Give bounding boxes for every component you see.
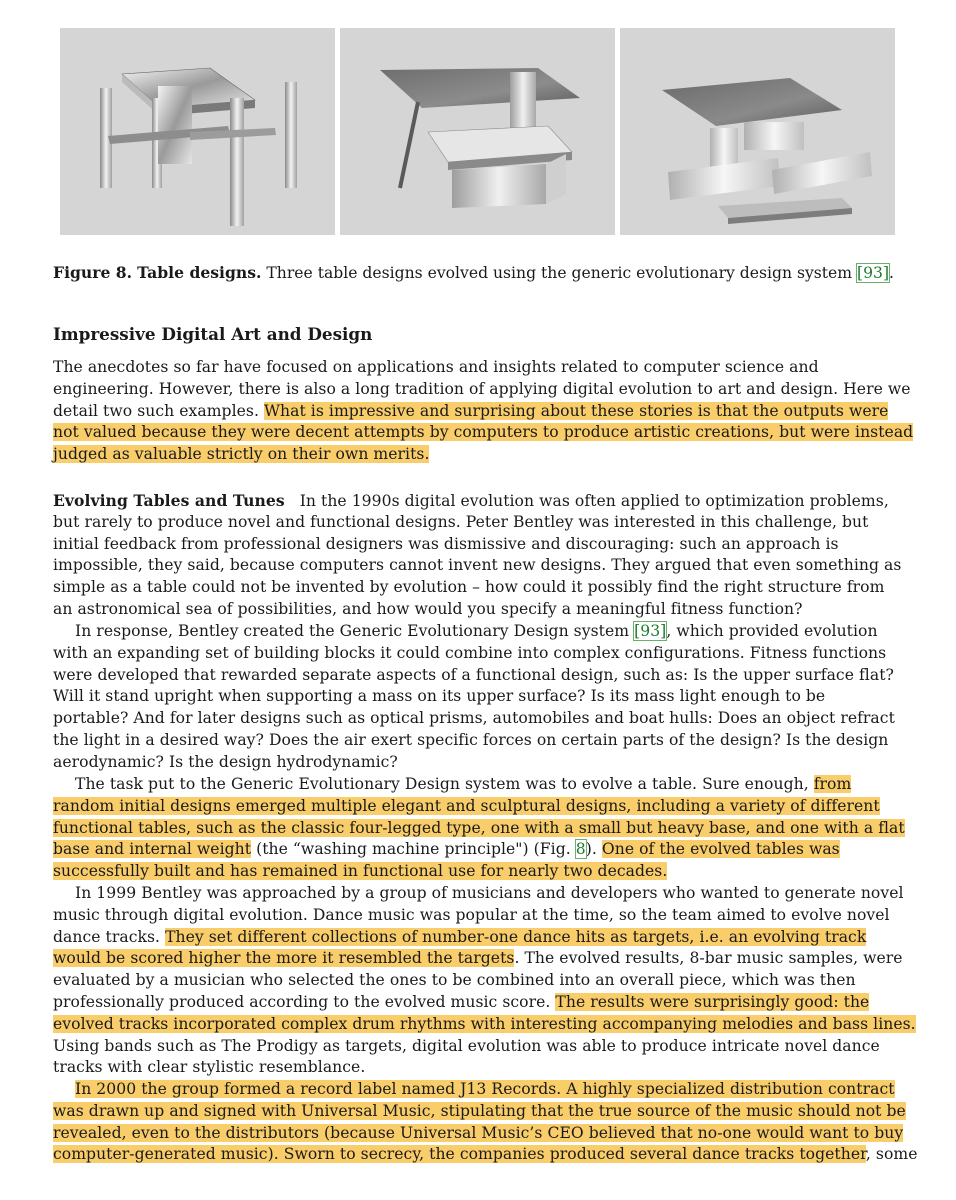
caption-text: Three table designs evolved using the generic evolutionary design system — [266, 264, 858, 282]
text-line: The anecdotes so far have focused on applications and insights related to computer science and — [53, 358, 819, 376]
highlighted-text: What is impressive and surprising about these stories is that the outputs were — [263, 401, 889, 420]
text-span: . The evolved results, 8-bar music samples, were — [514, 949, 903, 968]
text-line — [53, 774, 913, 796]
text-line — [53, 818, 913, 840]
task-paragraph — [53, 774, 913, 883]
text-line: tracks with clear stylistic resemblance. — [53, 1058, 366, 1077]
table-design-3-image — [620, 28, 895, 235]
highlighted-text: would be scored higher the more it resembled the targets — [53, 949, 515, 968]
text-line: portable? And for later designs such as optical prisms, automobiles and boat hulls: Does an object refract — [53, 709, 895, 728]
text-line: with an expanding set of building blocks it could combine into complex configurations. Fitness functions — [53, 643, 887, 662]
text-span: (the “washing machine principle") (Fig. — [251, 840, 576, 859]
tables-paragraph — [53, 490, 913, 621]
text-span: , which provided evolution — [666, 622, 878, 640]
highlighted-text: evolved tracks incorporated complex drum rhythms with interesting accompanying melodies and bass lines. — [53, 1014, 916, 1033]
response-paragraph — [53, 621, 913, 774]
highlighted-text: functional tables, such as the classic four-legged type, one with a small but heavy base, and one with a flat — [53, 818, 905, 837]
record-label-paragraph — [53, 1079, 918, 1166]
text-line: were developed that rewarded separate aspects of a functional design, such as: Is the upper surface flat? — [53, 665, 894, 684]
text-line — [53, 948, 913, 970]
citation-link[interactable]: [93] — [634, 622, 667, 640]
text-line — [53, 796, 913, 818]
highlighted-text: from — [813, 775, 852, 793]
text-line: music through digital evolution. Dance music was popular at the time, so the team aimed to evolve novel — [53, 905, 890, 924]
text-line: an astronomical sea of possibilities, and how would you specify a meaningful fitness function? — [53, 599, 803, 618]
text-line: engineering. However, there is also a long tradition of applying digital evolution to art and design. Here we — [53, 379, 911, 398]
text-span: dance tracks. — [53, 927, 166, 946]
highlighted-text: successfully built and has remained in functional use for nearly two decades. — [53, 862, 668, 881]
text-span: , some — [865, 1145, 918, 1164]
text-line — [53, 422, 913, 444]
highlighted-text: not valued because they were decent attempts by computers to produce artistic creations, but were instead — [53, 423, 914, 442]
table-design-2-image — [340, 28, 615, 235]
highlighted-text: They set different collections of number-one dance hits as targets, i.e. an evolving track — [165, 927, 867, 946]
text-line — [53, 992, 913, 1014]
highlighted-text: judged as valuable strictly on their own merits. — [53, 445, 430, 464]
music-paragraph — [53, 883, 916, 1079]
text-line — [53, 1144, 918, 1166]
text-line: but rarely to produce novel and functional designs. Peter Bentley was interested in this challenge, but — [53, 512, 869, 531]
text-span: ). — [585, 840, 602, 859]
text-line: simple as a table could not be invented by evolution – how could it possibly find the right structure from — [53, 578, 885, 597]
text-line: impossible, they said, because computers cannot invent new designs. They argued that even something as — [53, 556, 902, 575]
text-line — [53, 1079, 913, 1101]
text-span: In the 1990s digital evolution was often applied to optimization problems, — [284, 492, 889, 510]
highlighted-text: The results were surprisingly good: the — [555, 992, 870, 1011]
text-line — [53, 621, 913, 643]
paragraph-title: Evolving Tables and Tunes — [53, 491, 285, 510]
highlighted-text: One of the evolved tables was — [601, 840, 840, 859]
text-line: the light in a desired way? Does the air exert specific forces on certain parts of the design? Is the design — [53, 730, 889, 749]
table-design-1-image — [60, 28, 335, 235]
text-line — [53, 861, 913, 883]
highlighted-text: computer-generated music). Sworn to secrecy, the companies produced several dance tracks together — [53, 1145, 866, 1164]
figure-reference-link[interactable]: 8 — [575, 840, 586, 859]
text-line — [53, 839, 913, 861]
text-line — [53, 1123, 913, 1145]
intro-paragraph — [53, 357, 913, 466]
text-line — [53, 927, 913, 949]
text-line: evaluated by a musician who selected the ones to be combined into an overall piece, which was then — [53, 971, 856, 990]
highlighted-text: was drawn up and signed with Universal Music, stipulating that the true source of the music should not be — [53, 1101, 906, 1120]
text-span: In response, Bentley created the Generic Evolutionary Design system — [75, 622, 635, 640]
figure-8-images — [60, 28, 896, 236]
text-line — [53, 490, 913, 512]
text-line: Using bands such as The Prodigy as targets, digital evolution was able to produce intricate novel dance — [53, 1036, 880, 1055]
text-line: initial feedback from professional designers was dismissive and discouraging: such an approach is — [53, 534, 839, 553]
text-span: detail two such examples. — [53, 401, 264, 420]
text-line: Will it stand upright when supporting a mass on its upper surface? Is its mass light enough to be — [53, 687, 826, 706]
caption-end: . — [889, 264, 895, 282]
text-line — [53, 1014, 916, 1036]
text-line: aerodynamic? Is the design hydrodynamic? — [53, 752, 398, 771]
highlighted-text: base and internal weight — [53, 840, 252, 859]
text-line: In 1999 Bentley was approached by a group of musicians and developers who wanted to generate novel — [75, 884, 904, 902]
text-line — [53, 444, 913, 466]
caption-label: Figure 8. — [53, 263, 133, 282]
caption-title: Table designs. — [137, 263, 262, 282]
text-line — [53, 401, 913, 423]
figure-caption — [53, 262, 913, 284]
highlighted-text: revealed, even to the distributors (because Universal Music’s CEO believed that no-one would want to buy — [53, 1123, 904, 1142]
section-title: Impressive Digital Art and Design — [53, 324, 373, 344]
highlighted-text: random initial designs emerged multiple elegant and sculptural designs, including a variety of different — [53, 796, 880, 815]
citation-link[interactable]: [93] — [857, 264, 890, 282]
text-span: professionally produced according to the evolved music score. — [53, 992, 556, 1011]
text-span: The task put to the Generic Evolutionary Design system was to evolve a table. Sure enough, — [75, 775, 814, 793]
text-line — [53, 1101, 913, 1123]
highlighted-text: In 2000 the group formed a record label named J13 Records. A highly specialized distribution contract — [75, 1080, 895, 1098]
